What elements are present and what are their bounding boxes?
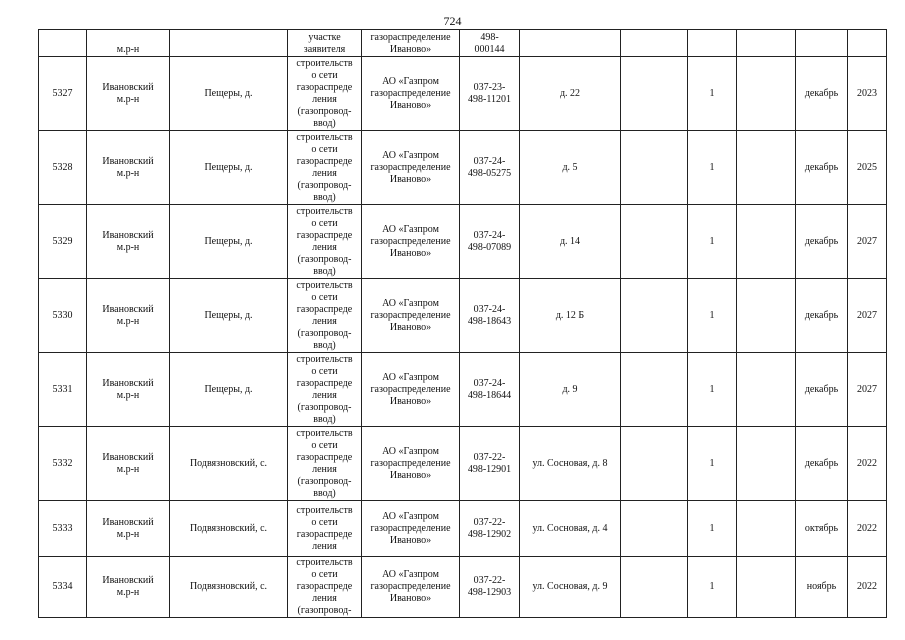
- organization-cell: АО «Газпром газораспределение Иваново»: [362, 557, 460, 618]
- locality-cell: Подвязновский, с.: [170, 557, 288, 618]
- district-cell: Ивановский м.р-н: [87, 205, 170, 279]
- table-row: [39, 57, 887, 131]
- row-number: 5330: [39, 279, 87, 353]
- work-type-cell: строительств о сети газораспреде ления (газопровод- ввод): [288, 205, 362, 279]
- month-cell: декабрь: [796, 131, 848, 205]
- row-number: 5331: [39, 353, 87, 427]
- district-cell: Ивановский м.р-н: [87, 427, 170, 501]
- row-number: 5333: [39, 501, 87, 557]
- month-cell: ноябрь: [796, 557, 848, 618]
- quantity-cell: 1: [688, 353, 737, 427]
- month-cell: [796, 30, 848, 57]
- table-row: [39, 501, 887, 557]
- locality-cell: Пещеры, д.: [170, 205, 288, 279]
- locality-cell: Пещеры, д.: [170, 353, 288, 427]
- empty-cell: [737, 353, 796, 427]
- address-cell: д. 12 Б: [520, 279, 621, 353]
- district-cell: Ивановский м.р-н: [87, 131, 170, 205]
- month-cell: декабрь: [796, 57, 848, 131]
- empty-cell: [621, 30, 688, 57]
- table-row: [39, 205, 887, 279]
- locality-cell: Подвязновский, с.: [170, 501, 288, 557]
- empty-cell: [621, 205, 688, 279]
- quantity-cell: 1: [688, 557, 737, 618]
- application-code-cell: 037-24- 498-18644: [460, 353, 520, 427]
- year-cell: 2027: [848, 279, 887, 353]
- address-cell: д. 5: [520, 131, 621, 205]
- month-cell: декабрь: [796, 279, 848, 353]
- month-cell: октябрь: [796, 501, 848, 557]
- work-type-cell: участке заявителя: [288, 30, 362, 57]
- organization-cell: АО «Газпром газораспределение Иваново»: [362, 279, 460, 353]
- work-type-cell: строительств о сети газораспреде ления (газопровод- ввод): [288, 57, 362, 131]
- table-row: [39, 131, 887, 205]
- empty-cell: [621, 501, 688, 557]
- empty-cell: [737, 131, 796, 205]
- empty-cell: [737, 279, 796, 353]
- year-cell: 2023: [848, 57, 887, 131]
- table-row: [39, 279, 887, 353]
- locality-cell: [170, 30, 288, 57]
- table-row: [39, 30, 887, 57]
- district-cell: Ивановский м.р-н: [87, 279, 170, 353]
- application-code-cell: 037-24- 498-07089: [460, 205, 520, 279]
- row-number: 5329: [39, 205, 87, 279]
- month-cell: декабрь: [796, 427, 848, 501]
- application-code-cell: 037-23- 498-11201: [460, 57, 520, 131]
- organization-cell: АО «Газпром газораспределение Иваново»: [362, 427, 460, 501]
- empty-cell: [737, 557, 796, 618]
- district-cell: Ивановский м.р-н: [87, 501, 170, 557]
- empty-cell: [621, 557, 688, 618]
- district-cell: Ивановский м.р-н: [87, 353, 170, 427]
- empty-cell: [737, 427, 796, 501]
- work-type-cell: строительств о сети газораспреде ления (газопровод- ввод): [288, 353, 362, 427]
- locality-cell: Пещеры, д.: [170, 131, 288, 205]
- application-code-cell: 037-22- 498-12901: [460, 427, 520, 501]
- work-type-cell: строительств о сети газораспреде ления (газопровод-: [288, 557, 362, 618]
- work-type-cell: строительств о сети газораспреде ления: [288, 501, 362, 557]
- quantity-cell: 1: [688, 501, 737, 557]
- empty-cell: [737, 57, 796, 131]
- quantity-cell: 1: [688, 131, 737, 205]
- quantity-cell: 1: [688, 57, 737, 131]
- district-cell: м.р-н: [87, 30, 170, 57]
- empty-cell: [737, 501, 796, 557]
- organization-cell: АО «Газпром газораспределение Иваново»: [362, 501, 460, 557]
- empty-cell: [621, 427, 688, 501]
- organization-cell: АО «Газпром газораспределение Иваново»: [362, 353, 460, 427]
- application-code-cell: 037-24- 498-18643: [460, 279, 520, 353]
- work-type-cell: строительств о сети газораспреде ления (газопровод- ввод): [288, 131, 362, 205]
- year-cell: 2022: [848, 427, 887, 501]
- organization-cell: АО «Газпром газораспределение Иваново»: [362, 205, 460, 279]
- address-cell: ул. Сосновая, д. 4: [520, 501, 621, 557]
- year-cell: 2027: [848, 205, 887, 279]
- month-cell: декабрь: [796, 353, 848, 427]
- row-number: 5334: [39, 557, 87, 618]
- row-number: 5327: [39, 57, 87, 131]
- application-code-cell: 037-22- 498-12903: [460, 557, 520, 618]
- row-number: 5332: [39, 427, 87, 501]
- organization-cell: АО «Газпром газораспределение Иваново»: [362, 57, 460, 131]
- empty-cell: [737, 205, 796, 279]
- row-number: [39, 30, 87, 57]
- work-type-cell: строительств о сети газораспреде ления (газопровод- ввод): [288, 279, 362, 353]
- address-cell: д. 22: [520, 57, 621, 131]
- quantity-cell: 1: [688, 279, 737, 353]
- address-cell: [520, 30, 621, 57]
- quantity-cell: [688, 30, 737, 57]
- month-cell: декабрь: [796, 205, 848, 279]
- address-cell: д. 9: [520, 353, 621, 427]
- address-cell: ул. Сосновая, д. 9: [520, 557, 621, 618]
- application-code-cell: 498- 000144: [460, 30, 520, 57]
- district-cell: Ивановский м.р-н: [87, 57, 170, 131]
- quantity-cell: 1: [688, 427, 737, 501]
- locality-cell: Пещеры, д.: [170, 57, 288, 131]
- row-number: 5328: [39, 131, 87, 205]
- application-code-cell: 037-22- 498-12902: [460, 501, 520, 557]
- page-number: 724: [443, 14, 462, 28]
- quantity-cell: 1: [688, 205, 737, 279]
- year-cell: 2025: [848, 131, 887, 205]
- empty-cell: [737, 30, 796, 57]
- year-cell: 2027: [848, 353, 887, 427]
- empty-cell: [621, 353, 688, 427]
- organization-cell: АО «Газпром газораспределение Иваново»: [362, 131, 460, 205]
- table-row: [39, 557, 887, 618]
- year-cell: 2022: [848, 557, 887, 618]
- table-row: [39, 427, 887, 501]
- work-type-cell: строительств о сети газораспреде ления (газопровод- ввод): [288, 427, 362, 501]
- register-table: [38, 29, 887, 618]
- year-cell: [848, 30, 887, 57]
- application-code-cell: 037-24- 498-05275: [460, 131, 520, 205]
- organization-cell: газораспределение Иваново»: [362, 30, 460, 57]
- address-cell: д. 14: [520, 205, 621, 279]
- table-row: [39, 353, 887, 427]
- empty-cell: [621, 57, 688, 131]
- empty-cell: [621, 279, 688, 353]
- address-cell: ул. Сосновая, д. 8: [520, 427, 621, 501]
- year-cell: 2022: [848, 501, 887, 557]
- locality-cell: Подвязновский, с.: [170, 427, 288, 501]
- district-cell: Ивановский м.р-н: [87, 557, 170, 618]
- locality-cell: Пещеры, д.: [170, 279, 288, 353]
- empty-cell: [621, 131, 688, 205]
